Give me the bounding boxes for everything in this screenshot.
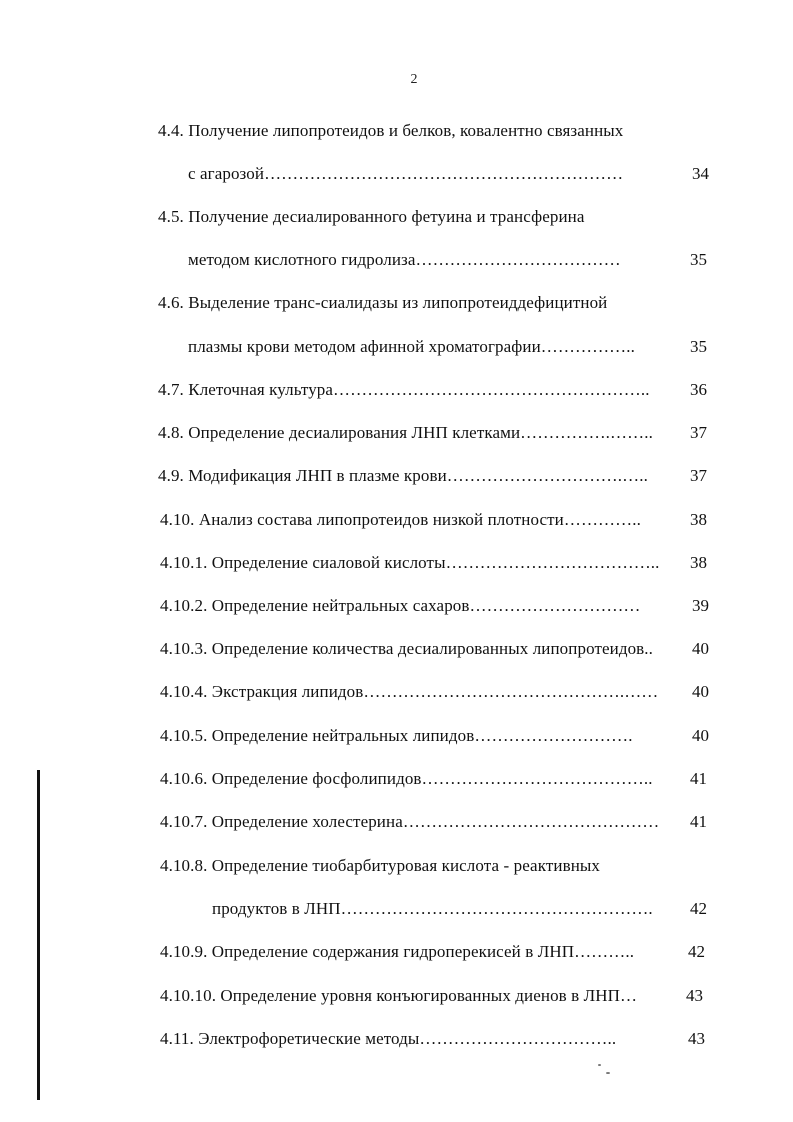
- toc-entry-text: 4.10.5. Определение нейтральных липидов……………………….: [160, 726, 633, 745]
- toc-entry-text: 4.10.3. Определение количества десиалированных липопротеидов..: [160, 639, 654, 658]
- toc-entry-page: 42: [690, 899, 707, 918]
- scan-speck: [606, 1072, 610, 1074]
- toc-entry-text: 4.4. Получение липопротеидов и белков, ковалентно связанных: [158, 121, 624, 140]
- toc-entry-page: 35: [690, 250, 707, 269]
- toc-entry-text: 4.10.6. Определение фосфолипидов…………………………………..: [160, 769, 653, 788]
- toc-entry-text: 4.9. Модификация ЛНП в плазме крови………………………….…..: [158, 466, 648, 485]
- toc-entry-page: 37: [690, 423, 707, 442]
- toc-entry-text: 4.10.2. Определение нейтральных сахаров…………………………: [160, 596, 641, 615]
- toc-entry-page: 39: [692, 596, 709, 615]
- toc-entry-text: 4.10.10. Определение уровня конъюгированных диенов в ЛНП…: [160, 986, 638, 1005]
- toc-entry-text: 4.6. Выделение транс-сиалидазы из липопротеиддефицитной: [158, 293, 608, 312]
- toc-entry-text: 4.11. Электрофоретические методы……………………………..: [160, 1029, 617, 1048]
- toc-entry-text: 4.7. Клеточная культура………………………………………………..: [158, 380, 650, 399]
- toc-entry-page: 36: [690, 380, 707, 399]
- toc-entry-text: 4.10.8. Определение тиобарбитуровая кислота - реактивных: [160, 856, 601, 875]
- toc-entry-text: 4.5. Получение десиалированного фетуина и трансферина: [158, 207, 585, 226]
- toc-entry-page: 37: [690, 466, 707, 485]
- toc-entry-text: 4.10.9. Определение содержания гидроперекисей в ЛНП………..: [160, 942, 635, 961]
- toc-entry-text: 4.8. Определение десиалирования ЛНП клетками…………….……..: [158, 423, 653, 442]
- toc-entry-page: 43: [688, 1029, 705, 1048]
- toc-entry-page: 42: [688, 942, 705, 961]
- toc-entry-page: 40: [692, 682, 709, 701]
- toc-entry-page: 41: [690, 812, 707, 831]
- page-number: 2: [410, 72, 418, 87]
- toc-entry-text: продуктов в ЛНП……………………………………………….: [212, 899, 653, 918]
- toc-entry-page: 43: [686, 986, 703, 1005]
- toc-entry-text: с агарозой………………………………………………………: [188, 164, 624, 183]
- scan-speck: [598, 1064, 601, 1066]
- toc-entry-page: 35: [690, 337, 707, 356]
- toc-entry-page: 41: [690, 769, 707, 788]
- toc-entry-page: 40: [692, 726, 709, 745]
- toc-entry-text: 4.10.7. Определение холестерина………………………………………: [160, 812, 660, 831]
- toc-entry-text: 4.10.1. Определение сиаловой кислоты………………………………..: [160, 553, 660, 572]
- toc-entry-page: 40: [692, 639, 709, 658]
- toc-entry-text: 4.10.4. Экстракция липидов……………………………………….……: [160, 682, 659, 701]
- scan-edge-line: [37, 770, 40, 1100]
- toc-entry-page: 34: [692, 164, 709, 183]
- toc-entry-text: плазмы крови методом афинной хроматографии……………..: [188, 337, 635, 356]
- toc-entry-text: 4.10. Анализ состава липопротеидов низкой плотности…………..: [160, 510, 641, 529]
- toc-entry-page: 38: [690, 553, 707, 572]
- toc-entry-text: методом кислотного гидролиза………………………………: [188, 250, 621, 269]
- toc-entry-page: 38: [690, 510, 707, 529]
